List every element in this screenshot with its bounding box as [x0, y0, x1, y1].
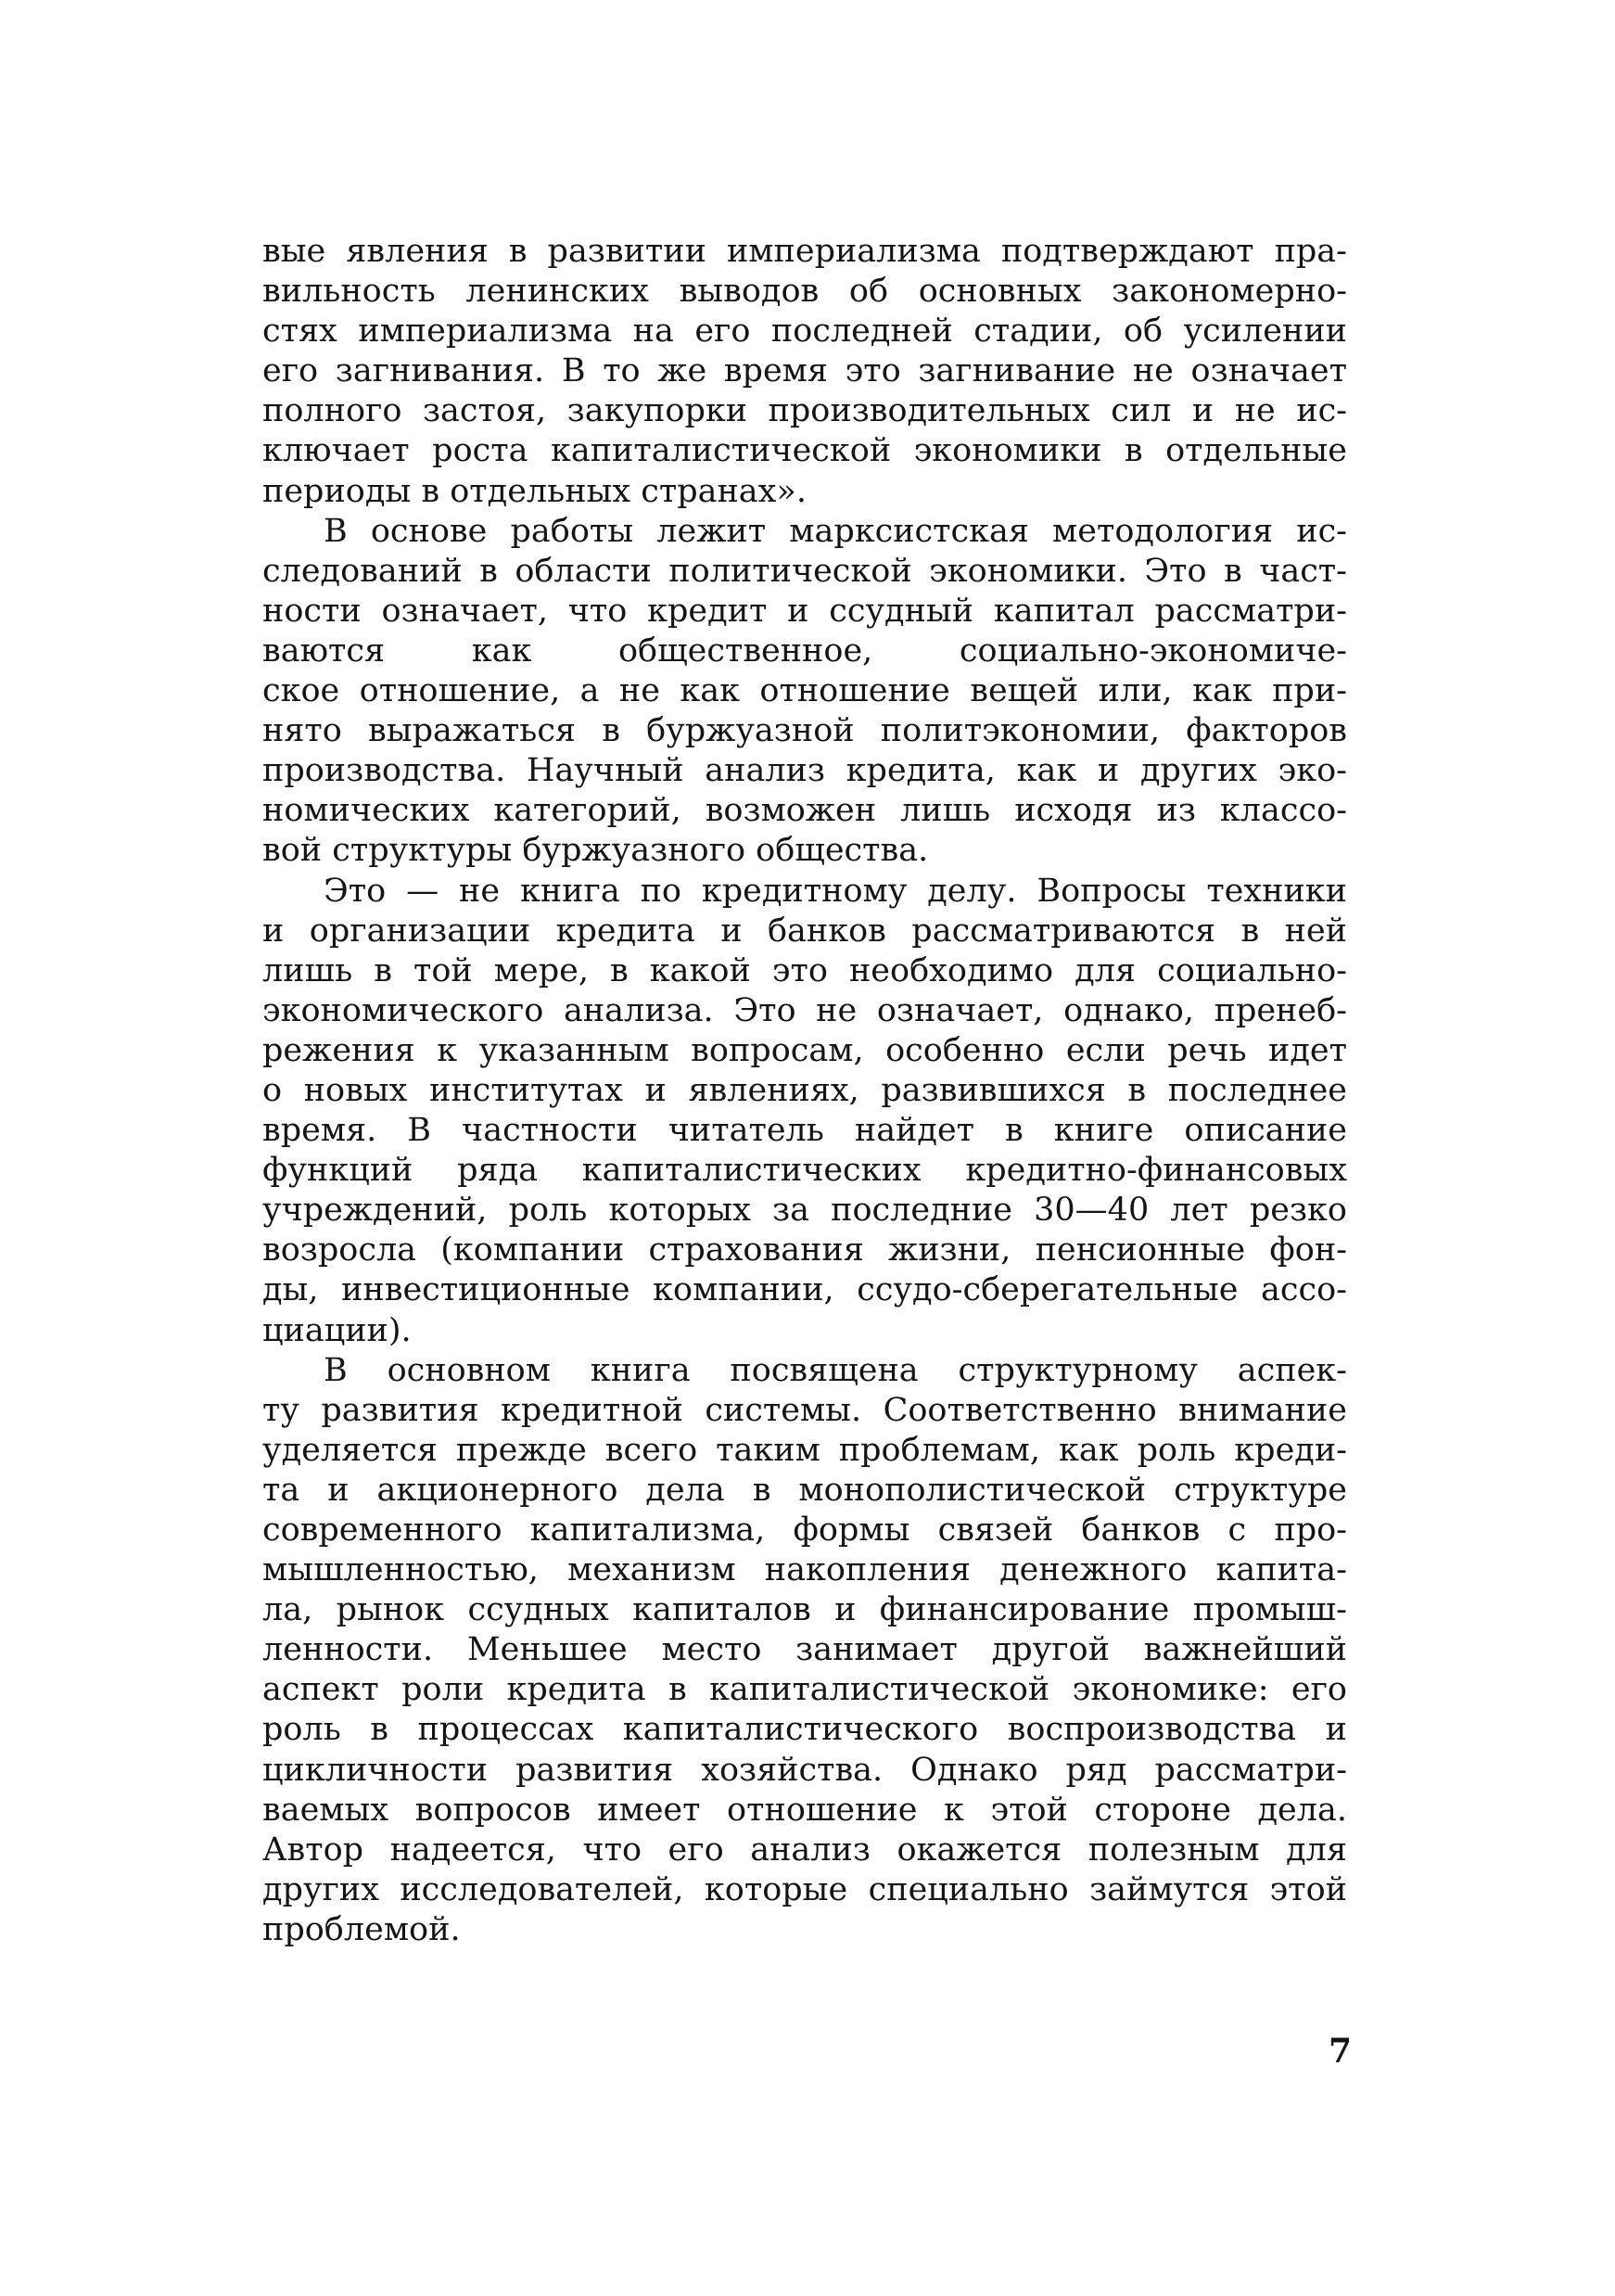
text-line: периоды в отдельных странах».: [262, 472, 807, 510]
text-line: роль в процессах капиталистического воспроизводства и: [262, 1711, 1347, 1749]
page-number: 7: [1328, 2032, 1352, 2071]
text-line: других исследователей, которые специально займутся этой: [262, 1870, 1347, 1908]
text-line: уделяется прежде всего таким проблемам, как роль креди-: [262, 1431, 1347, 1469]
text-line: ла, рынок ссудных капиталов и финансирование промыш-: [262, 1591, 1347, 1629]
text-line: режения к указанным вопросам, особенно если речь идет: [262, 1031, 1347, 1069]
text-line: следований в области политической экономики. Это в част-: [262, 552, 1347, 590]
text-line: и организации кредита и банков рассматриваются в ней: [262, 912, 1347, 950]
text-line: ды, инвестиционные компании, ссудо-сберегательные ассо-: [262, 1271, 1347, 1309]
body-text: [262, 232, 1347, 1950]
text-line: о новых институтах и явлениях, развившихся в последнее: [262, 1071, 1347, 1109]
text-line: полного застоя, закупорки производительных сил и не ис-: [262, 392, 1347, 430]
text-line: функций ряда капиталистических кредитно-финансовых: [262, 1152, 1347, 1190]
text-line: Это — не книга по кредитному делу. Вопросы техники: [324, 872, 1347, 910]
text-line: В основе работы лежит марксистская методология ис-: [324, 512, 1347, 550]
text-line: время. В частности читатель найдет в книге описание: [262, 1112, 1347, 1150]
text-line: ту развития кредитной системы. Соответственно внимание: [262, 1391, 1347, 1429]
text-line: стях империализма на его последней стадии, об усилении: [262, 313, 1347, 351]
text-line: проблемой.: [262, 1910, 461, 1948]
text-line: та и акционерного дела в монополистической структуре: [262, 1471, 1347, 1509]
text-line: экономического анализа. Это не означает, однако, пренеб-: [262, 991, 1347, 1029]
text-line: нято выражаться в буржуазной политэкономии, факторов: [262, 712, 1347, 750]
text-line: ключает роста капиталистической экономики в отдельные: [262, 432, 1347, 470]
text-line: аспект роли кредита в капиталистической экономике: его: [262, 1671, 1347, 1709]
text-line: ности означает, что кредит и ссудный капитал рассматри-: [262, 592, 1347, 630]
text-line: ваемых вопросов имеет отношение к этой стороне дела.: [262, 1791, 1347, 1829]
text-line: цикличности развития хозяйства. Однако ряд рассматри-: [262, 1751, 1347, 1789]
text-line: современного капитализма, формы связей банков с про-: [262, 1512, 1347, 1549]
text-line: ваются как общественное, социально-экономиче-: [262, 631, 1347, 670]
text-line: производства. Научный анализ кредита, как и других эко-: [262, 752, 1347, 790]
text-line: ленности. Меньшее место занимает другой важнейший: [262, 1631, 1347, 1669]
text-line: вой структуры буржуазного общества.: [262, 832, 929, 870]
text-line: лишь в той мере, в какой это необходимо для социально-: [262, 951, 1347, 989]
text-line: учреждений, роль которых за последние 30—40 лет резко: [262, 1192, 1347, 1230]
text-line: циации).: [262, 1311, 412, 1349]
text-line: мышленностью, механизм накопления денежного капита-: [262, 1551, 1347, 1589]
text-line: вильность ленинских выводов об основных закономерно-: [262, 273, 1347, 311]
text-line: ское отношение, а не как отношение вещей или, как при-: [262, 672, 1347, 710]
text-line: Автор надеется, что его анализ окажется полезным для: [262, 1830, 1347, 1869]
text-line: его загнивания. В то же время это загнивание не означает: [262, 352, 1347, 390]
text-line: В основном книга посвящена структурному аспек-: [324, 1351, 1347, 1389]
text-line: номических категорий, возможен лишь исходя из классо-: [262, 792, 1347, 830]
text-line: возросла (компании страхования жизни, пенсионные фон-: [262, 1231, 1347, 1269]
text-line: вые явления в развитии империализма подтверждают пра-: [262, 233, 1347, 270]
